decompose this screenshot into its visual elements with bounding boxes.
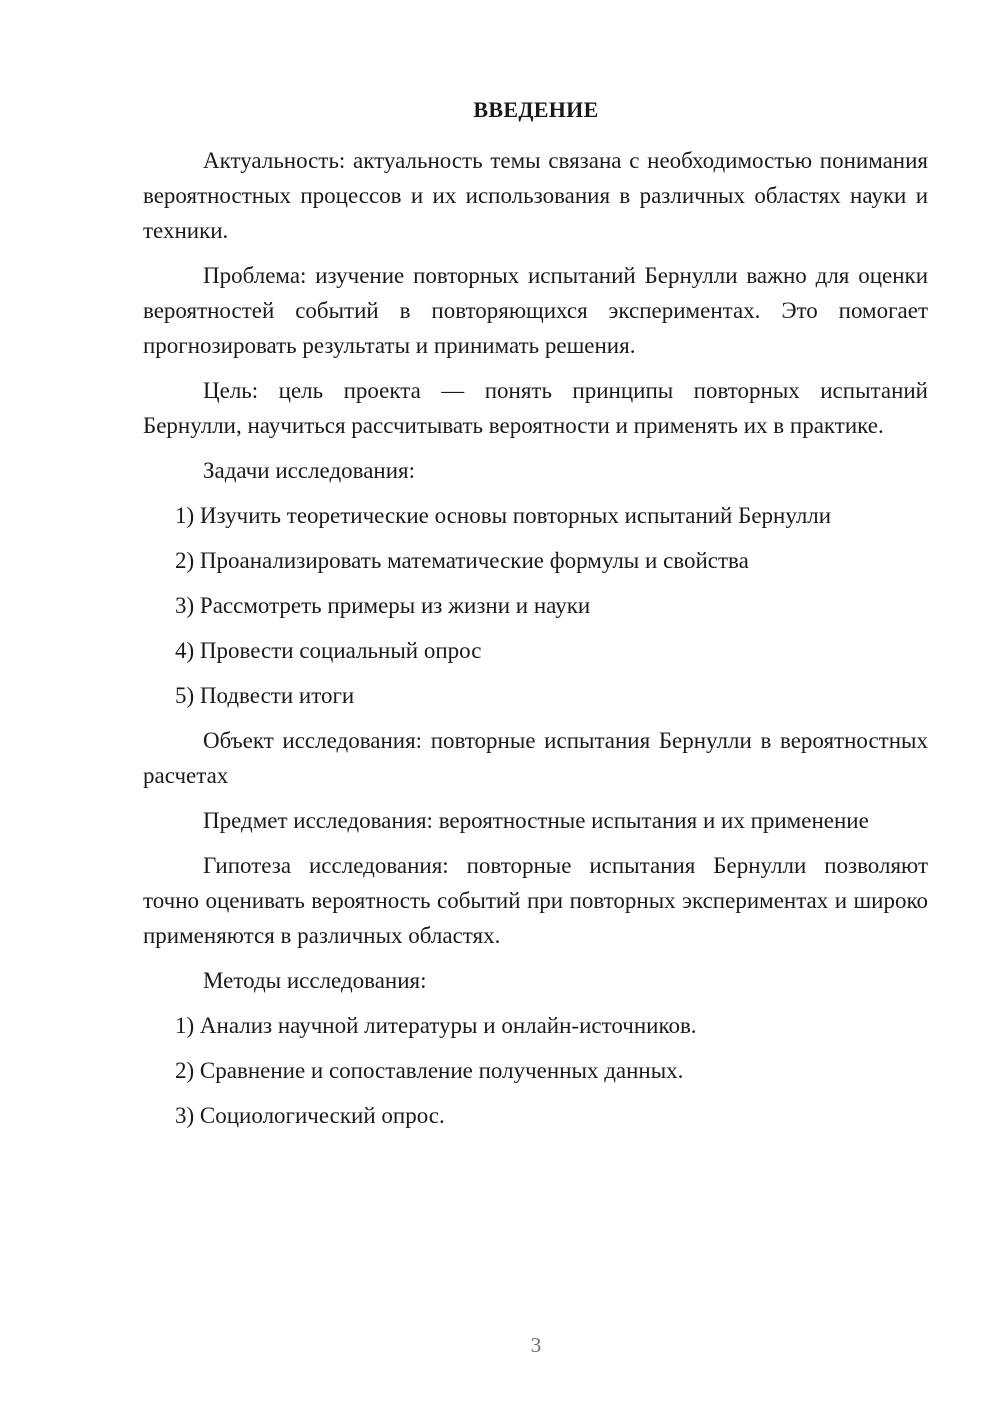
- page-title: ВВЕДЕНИЕ: [473, 97, 599, 122]
- paragraph-hypothesis: Гипотеза исследования: повторные испытания Бернулли позволяют точно оценивать вероятность событий при повторных экспериментах и широко применяются в различных областях.: [143, 853, 928, 948]
- paragraph-problem: Проблема: изучение повторных испытаний Бернулли важно для оценки вероятностей событий в повторяющихся экспериментах. Это помогает прогнозировать результаты и принимать решения.: [143, 263, 928, 358]
- paragraph-relevance: Актуальность: актуальность темы связана с необходимостью понимания вероятностных процессов и их использования в различных областях науки и техники.: [143, 148, 928, 243]
- page-body: [143, 143, 928, 1143]
- methods-list: [143, 1008, 928, 1133]
- task-item: 2) Проанализировать математические формулы и свойства: [175, 548, 749, 573]
- task-item: 1) Изучить теоретические основы повторных испытаний Бернулли: [175, 503, 832, 528]
- page-number: 3: [530, 1333, 542, 1357]
- task-item: 5) Подвести итоги: [175, 683, 355, 708]
- paragraph-object: Объект исследования: повторные испытания Бернулли в вероятностных расчетах: [143, 728, 928, 788]
- tasks-list: [143, 498, 928, 713]
- task-item: 4) Провести социальный опрос: [175, 638, 482, 663]
- tasks-heading: Задачи исследования:: [203, 458, 416, 483]
- methods-heading: Методы исследования:: [203, 968, 427, 993]
- method-item: 2) Сравнение и сопоставление полученных данных.: [175, 1058, 684, 1083]
- paragraph-subject: Предмет исследования: вероятностные испытания и их применение: [203, 808, 869, 833]
- task-item: 3) Рассмотреть примеры из жизни и науки: [175, 593, 591, 618]
- method-item: 1) Анализ научной литературы и онлайн-источников.: [175, 1013, 697, 1038]
- paragraph-goal: Цель: цель проекта — понять принципы повторных испытаний Бернулли, научиться рассчитывать вероятности и применять их в практике.: [143, 378, 928, 438]
- method-item: 3) Социологический опрос.: [175, 1103, 445, 1128]
